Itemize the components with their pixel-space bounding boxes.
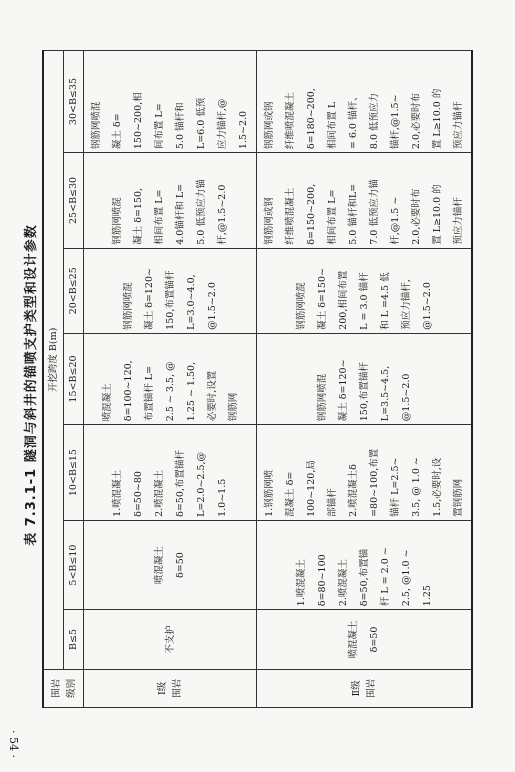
table-cell: 喷混凝土 δ=50 [257, 610, 473, 670]
span-col-6: 25<B≤30 [64, 153, 84, 249]
table-cell: 不支护 [84, 610, 257, 670]
span-col-2: 5<B≤10 [64, 520, 84, 609]
table-cell: 钢筋网喷混 凝土 δ=150~ 200,相间布置 L = 3.0 锚杆 和 L =4.5 低 预应力锚杆, @1.5~2.0 [257, 248, 473, 333]
span-col-5: 20<B≤25 [64, 248, 84, 333]
span-header: 开挖跨度 B(m) [43, 51, 64, 670]
rock-class-cell: Ⅱ级 围岩 [257, 669, 473, 707]
span-col-1: B≤5 [64, 610, 84, 670]
table-cell: 钢筋网喷混 凝土 δ=120~ 150,布置锚杆 L=3.0~4.0, @1.5~2.0 [84, 248, 257, 333]
span-subheader-row [64, 51, 84, 708]
table-header-row [43, 51, 64, 708]
rock-class-header-label: 围岩 级别 [50, 678, 77, 698]
table-cell: 钢筋网喷混 凝土 δ=120~ 150,布置锚杆 L=3.5~4.5, @1.5~2.0 [257, 333, 473, 424]
rock-class-header [43, 669, 84, 707]
table-cell: 钢筋网或钢 纤维喷混凝土 δ=180~200, 相间布置 L = 6.0 锚杆、 8.0 低预应力 锚杆,@1.5~ 2.0,必要时布 置 L≥10.0 的 预应力锚杆 [257, 51, 473, 153]
table-cell: 喷混凝土 δ=50 [84, 520, 257, 609]
span-col-4: 15<B≤20 [64, 333, 84, 424]
table-cell: 喷混凝土 δ=100~120, 布置锚杆 L= 2.5 ~ 3.5, @ 1.25 ~ 1.50, 必要时,设置 钢筋网 [84, 333, 257, 424]
table-cell: 1.喷混凝土 δ=80~100 2.喷混凝土 δ=50,布置锚 杆 L = 2.0 ~ 2.5, @1.0 ~ 1.25 [257, 520, 473, 609]
table-row [84, 51, 257, 708]
span-col-7: 30<B≤35 [64, 51, 84, 153]
table-cell: 1.喷混凝土 δ=50~80 2.喷混凝土 δ=50,布置锚杆 L=2.0~2.5,@ 1.0~1.5 [84, 425, 257, 521]
span-col-3: 10<B≤15 [64, 425, 84, 521]
table-cell: 钢筋网喷混 凝土 δ=150, 相间布置 L= 4.0锚杆和 L= 5.0 低预应力锚 杆,@1.5~2.0 [84, 153, 257, 249]
table-cell: 1.钢筋网喷 混凝土 δ= 100~120,局 部锚杆 2.喷混凝土δ =80~100,布置 锚杆 L=2.5~ 3.5, @ 1.0 ~ 1.5,必要时,设 置钢筋网 [257, 425, 473, 521]
page-number: · 54 · [7, 730, 20, 758]
table-row [257, 51, 473, 708]
table-cell: 钢筋网或钢 纤维喷混凝土 δ=150~200, 相间布置 L= 5.0 锚杆和L= 7.0 低预应力锚 杆,@1.5 ~ 2.0,必要时布 置 L≥10.0 的 预应力锚杆 [257, 153, 473, 249]
table-title: 表 7.3.1-1 隧洞与斜井的锚喷支护类型和设计参数 [24, 224, 39, 546]
rock-class-cell: Ⅰ级 围岩 [84, 669, 257, 707]
support-parameter-table [42, 50, 473, 708]
table-cell: 钢筋网喷混 凝土 δ= 150~200,相 间布置 L= 5.0 锚杆和 L=6.0 低预 应力锚杆,@ 1.5~2.0 [84, 51, 257, 153]
